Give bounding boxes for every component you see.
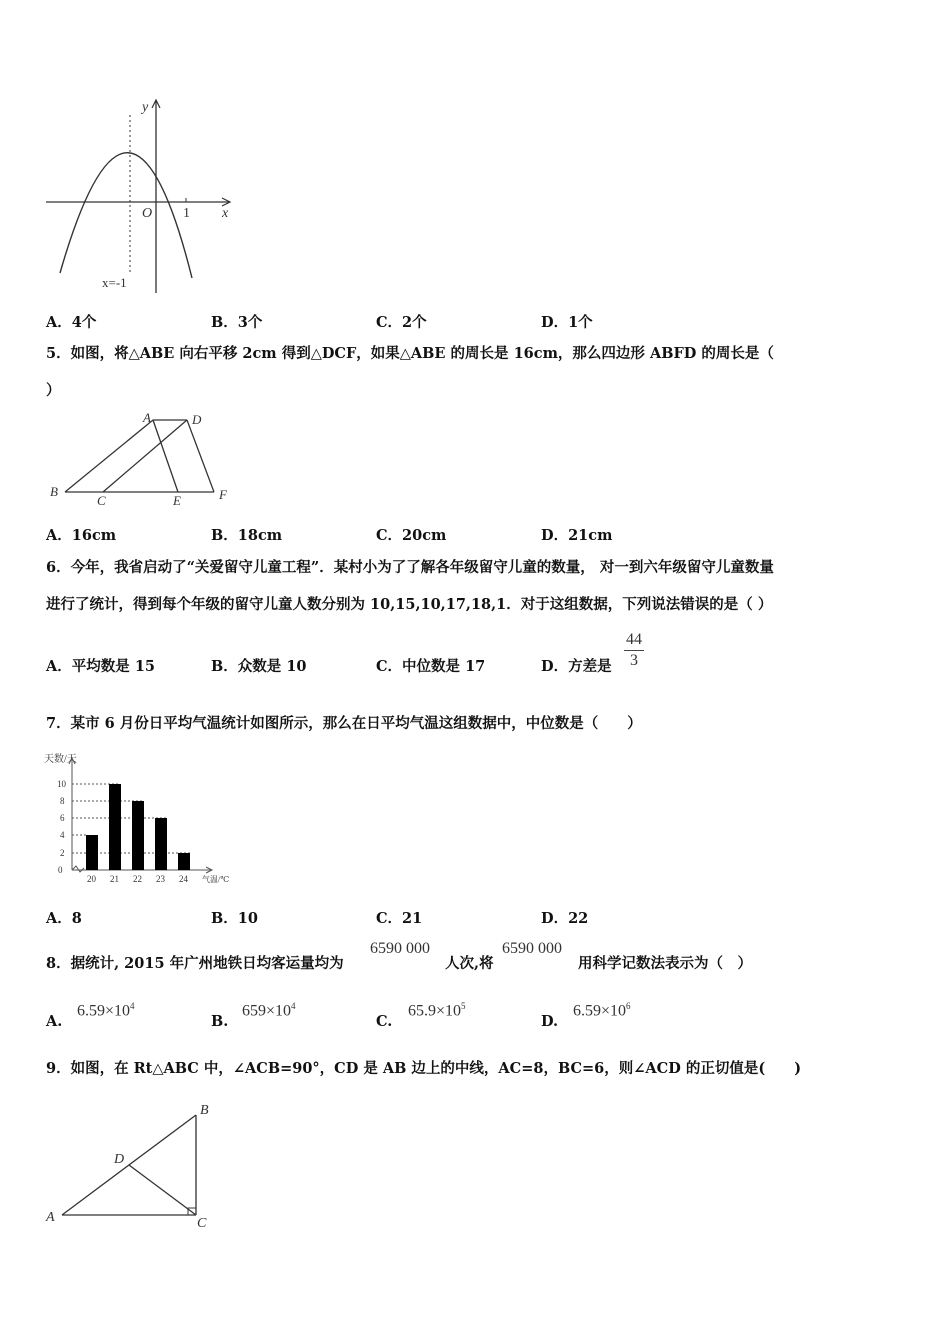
option-letter: D． bbox=[541, 910, 569, 927]
q8-option-a-value: $6.59\times 10^4$ bbox=[77, 1001, 135, 1020]
label-e: E bbox=[173, 493, 181, 508]
option-letter: B． bbox=[211, 910, 238, 927]
label-a: A bbox=[143, 410, 151, 425]
option-letter: C． bbox=[376, 910, 403, 927]
q6-option-d[interactable] bbox=[541, 655, 612, 676]
q8-number2: 6590 000 bbox=[502, 940, 562, 957]
q9-stem: 9．如图，在 Rt△ABC 中，∠ACB=90°，CD 是 AB 边上的中线，AC=8，BC=6，则∠ACD 的正切值是( ) bbox=[46, 1060, 802, 1077]
origin-label: O bbox=[142, 206, 153, 221]
svg-text:4: 4 bbox=[60, 830, 65, 840]
q8-option-b[interactable] bbox=[211, 1013, 228, 1030]
q8-option-c[interactable] bbox=[376, 1013, 392, 1030]
q6-option-b[interactable] bbox=[211, 655, 307, 676]
option-text: 10 bbox=[237, 910, 258, 927]
q4-option-d[interactable] bbox=[541, 311, 593, 332]
label-b: B bbox=[200, 1103, 209, 1118]
q8-option-a[interactable] bbox=[46, 1013, 62, 1030]
option-text: 众数是 10 bbox=[237, 658, 307, 675]
option-text: 方差是 bbox=[568, 658, 612, 675]
option-letter: D． bbox=[541, 658, 569, 675]
option-text: 8 bbox=[71, 910, 82, 927]
option-text: 平均数是 15 bbox=[71, 658, 155, 675]
option-letter: C. bbox=[376, 1013, 393, 1030]
option-text: 22 bbox=[568, 910, 589, 927]
q6-option-d-fraction bbox=[624, 630, 644, 671]
option-letter: C． bbox=[376, 658, 403, 675]
option-letter: A. bbox=[46, 1013, 63, 1030]
option-letter: B． bbox=[211, 314, 238, 331]
svg-text:2: 2 bbox=[60, 848, 65, 858]
q7-option-b[interactable] bbox=[211, 907, 258, 928]
label-c: C bbox=[197, 1216, 207, 1231]
q5-stem-line1: 5．如图，将△ABE 向右平移 2cm 得到△DCF，如果△ABE 的周长是 16cm，那么四边形 ABFD 的周长是（ bbox=[46, 345, 774, 362]
label-f: F bbox=[219, 487, 227, 502]
q8-stem-part3: 用科学记数法表示为（ ） bbox=[578, 955, 752, 972]
option-letter: C． bbox=[376, 527, 403, 544]
svg-text:6: 6 bbox=[60, 813, 65, 823]
fraction-denominator: 3 bbox=[630, 652, 638, 669]
q6-stem-line2: 进行了统计，得到每个年级的留守儿童人数分别为 10,15,10,17,18,1．对于这组数据，下列说法错误的是（ ） bbox=[46, 596, 773, 613]
q7-option-c[interactable] bbox=[376, 907, 422, 928]
q6-option-a[interactable] bbox=[46, 655, 155, 676]
option-letter: A． bbox=[46, 527, 72, 544]
x-axis-label: x bbox=[222, 206, 229, 221]
q5-trapezoid-figure bbox=[45, 408, 240, 508]
svg-text:24: 24 bbox=[179, 874, 188, 884]
q7-option-a[interactable] bbox=[46, 907, 82, 928]
option-letter: A． bbox=[46, 910, 72, 927]
option-letter: B． bbox=[211, 527, 238, 544]
q5-option-d[interactable] bbox=[541, 524, 612, 545]
option-text: 3个 bbox=[237, 314, 263, 331]
tick-label-1: 1 bbox=[183, 206, 190, 221]
q5-option-a[interactable] bbox=[46, 524, 116, 545]
option-text: 1个 bbox=[568, 314, 593, 331]
q9-right-triangle-figure bbox=[42, 1097, 222, 1232]
option-letter: B. bbox=[211, 1013, 229, 1030]
q8-option-b-value: $659\times 10^4$ bbox=[242, 1001, 296, 1020]
q5-stem-line2: ） bbox=[46, 382, 61, 399]
option-letter: D. bbox=[541, 1013, 559, 1030]
q4-option-c[interactable] bbox=[376, 311, 427, 332]
svg-text:21: 21 bbox=[110, 874, 119, 884]
q4-option-b[interactable] bbox=[211, 311, 262, 332]
option-letter: D． bbox=[541, 314, 569, 331]
q8-stem-part2: 人次,将 bbox=[445, 955, 494, 972]
q5-option-c[interactable] bbox=[376, 524, 446, 545]
q8-number1: 6590 000 bbox=[370, 940, 430, 957]
q6-option-c[interactable] bbox=[376, 655, 485, 676]
option-letter: A． bbox=[46, 314, 72, 331]
q5-option-b[interactable] bbox=[211, 524, 282, 545]
svg-text:8: 8 bbox=[60, 796, 65, 806]
label-c: C bbox=[97, 493, 106, 508]
q6-stem-line1: 6．今年，我省启动了“关爱留守儿童工程”．某村小为了了解各年级留守儿童的数量， 对一到六年级留守儿童数量 bbox=[46, 559, 774, 576]
svg-text:10: 10 bbox=[57, 779, 66, 789]
axis-of-symmetry-label: x=-1 bbox=[102, 275, 127, 290]
fraction-numerator: 44 bbox=[624, 630, 644, 651]
svg-text:22: 22 bbox=[133, 874, 142, 884]
q8-stem-part1: 8．据统计, 2015 年广州地铁日均客运量均为 bbox=[46, 955, 344, 972]
option-text: 4个 bbox=[71, 314, 97, 331]
option-text: 21 bbox=[402, 910, 423, 927]
q8-option-d[interactable] bbox=[541, 1013, 558, 1030]
option-text: 2个 bbox=[402, 314, 427, 331]
chart-y-axis-label: 天数/天 bbox=[44, 754, 77, 765]
q4-option-a[interactable] bbox=[46, 311, 96, 332]
label-b: B bbox=[50, 484, 58, 499]
svg-text:0: 0 bbox=[58, 865, 63, 875]
q8-option-d-value: $6.59\times 10^6$ bbox=[573, 1001, 631, 1020]
q7-option-d[interactable] bbox=[541, 907, 588, 928]
option-text: 16cm bbox=[71, 527, 117, 544]
svg-text:20: 20 bbox=[87, 874, 96, 884]
option-text: 21cm bbox=[568, 527, 613, 544]
q7-temperature-bar-chart bbox=[42, 748, 242, 888]
chart-x-axis-label: 气温/℃ bbox=[202, 875, 230, 884]
q7-stem: 7．某市 6 月份日平均气温统计如图所示，那么在日平均气温这组数据中，中位数是（ ） bbox=[46, 715, 642, 732]
q8-option-c-value: $65.9\times 10^5$ bbox=[408, 1001, 466, 1020]
option-letter: D． bbox=[541, 527, 569, 544]
option-text: 20cm bbox=[402, 527, 447, 544]
option-text: 18cm bbox=[237, 527, 283, 544]
label-d: D bbox=[114, 1152, 125, 1167]
y-axis-label: y bbox=[142, 100, 149, 115]
label-d: D bbox=[192, 412, 202, 427]
svg-text:23: 23 bbox=[156, 874, 165, 884]
label-a: A bbox=[46, 1210, 55, 1225]
option-letter: B． bbox=[211, 658, 238, 675]
option-letter: A． bbox=[46, 658, 72, 675]
option-letter: C． bbox=[376, 314, 403, 331]
option-text: 中位数是 17 bbox=[402, 658, 486, 675]
q4-parabola-figure bbox=[42, 95, 237, 295]
